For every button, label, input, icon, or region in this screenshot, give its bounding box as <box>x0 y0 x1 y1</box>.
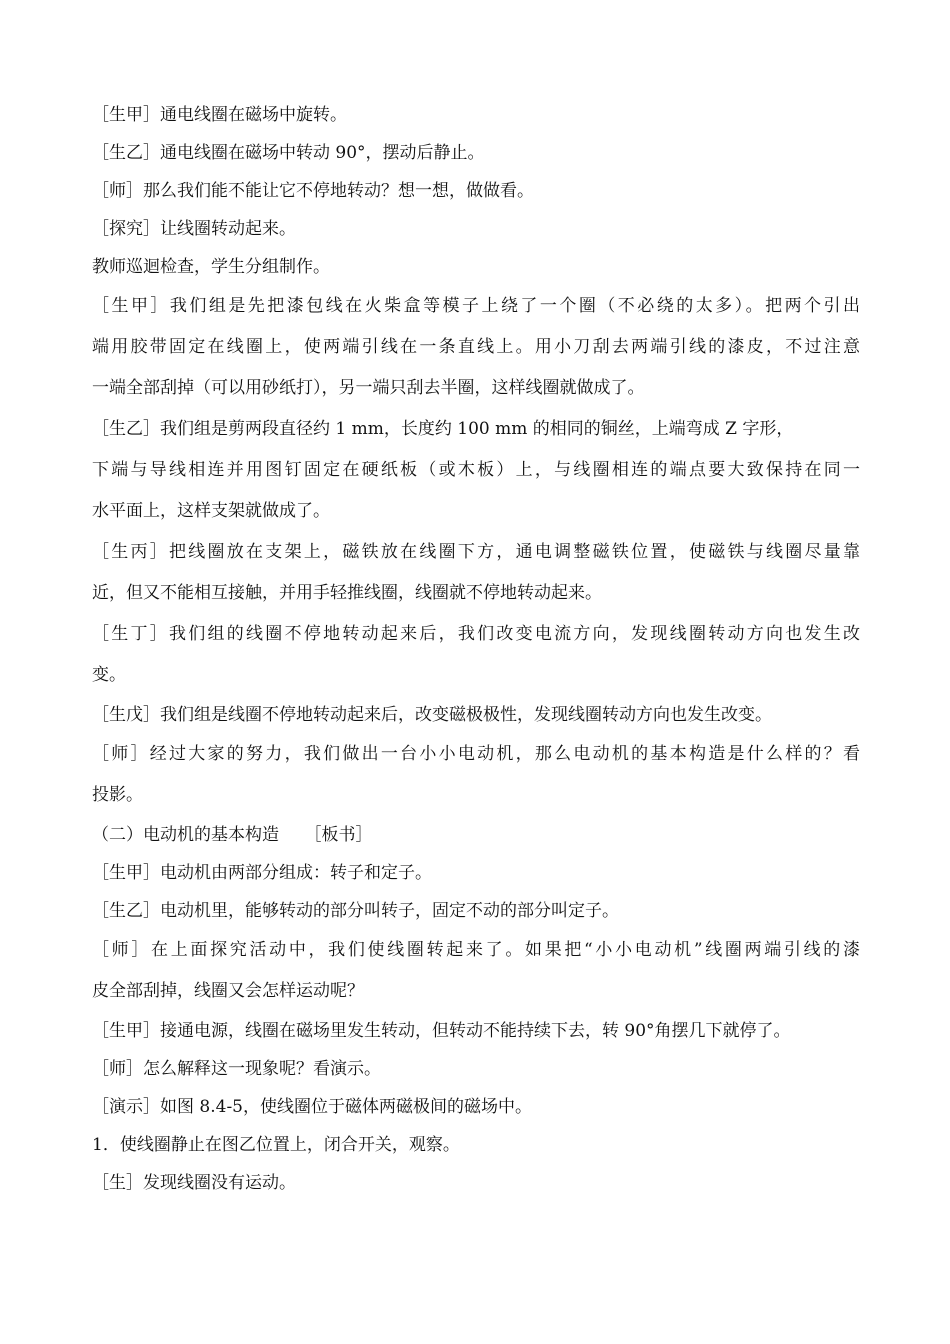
text-line: ［演示］如图 8.4-5，使线圈位于磁体两磁极间的磁场中。 <box>92 1097 532 1117</box>
paragraph <box>92 816 860 854</box>
paragraph <box>92 248 860 286</box>
paragraph <box>92 734 860 816</box>
text-line: ［生丙］把线圈放在支架上，磁铁放在线圈下方，通电调整磁铁位置，使磁铁与线圈尽量靠 <box>92 542 860 562</box>
text-line: ［生戊］我们组是线圈不停地转动起来后，改变磁极极性，发现线圈转动方向也发生改变。 <box>92 705 772 725</box>
text-line: ［探究］让线圈转动起来。 <box>92 219 296 239</box>
paragraph <box>92 1088 860 1126</box>
text-line: ［生乙］我们组是剪两段直径约 1 mm，长度约 100 mm 的相同的铜丝，上端弯成 Z 字形， <box>92 419 794 439</box>
text-line: 投影。 <box>92 785 143 805</box>
text-line: ［生甲］接通电源，线圈在磁场里发生转动，但转动不能持续下去，转 90°角摆几下就停了。 <box>92 1021 791 1041</box>
text-line: ［师］那么我们能不能让它不停地转动？想一想，做做看。 <box>92 181 534 201</box>
text-line: ［师］在上面探究活动中，我们使线圈转起来了。如果把“小小电动机”线圈两端引线的漆 <box>92 940 860 960</box>
text-line: 水平面上，这样支架就做成了。 <box>92 501 330 521</box>
text-line: ［生甲］电动机由两部分组成：转子和定子。 <box>92 863 432 883</box>
paragraph <box>92 854 860 892</box>
text-line: ［生］发现线圈没有运动。 <box>92 1173 296 1193</box>
text-line: 皮全部刮掉，线圈又会怎样运动呢？ <box>92 981 364 1001</box>
text-line: ［师］经过大家的努力，我们做出一台小小电动机，那么电动机的基本构造是什么样的？看 <box>92 744 860 764</box>
document-body <box>92 96 860 1202</box>
text-line: 端用胶带固定在线圈上，使两端引线在一条直线上。用小刀刮去两端引线的漆皮，不过注意 <box>92 337 860 357</box>
paragraph <box>92 532 860 614</box>
paragraph <box>92 930 860 1012</box>
paragraph <box>92 1050 860 1088</box>
paragraph <box>92 1164 860 1202</box>
paragraph <box>92 614 860 696</box>
text-line: ［生丁］我们组的线圈不停地转动起来后，我们改变电流方向，发现线圈转动方向也发生改 <box>92 624 860 644</box>
text-line: ［生甲］通电线圈在磁场中旋转。 <box>92 105 347 125</box>
text-line: 教师巡迴检查，学生分组制作。 <box>92 257 330 277</box>
paragraph <box>92 134 860 172</box>
paragraph <box>92 1012 860 1050</box>
paragraph <box>92 696 860 734</box>
text-line: 近，但又不能相互接触，并用手轻推线圈，线圈就不停地转动起来。 <box>92 583 602 603</box>
paragraph <box>92 286 860 409</box>
paragraph <box>92 409 860 532</box>
paragraph <box>92 210 860 248</box>
text-line: 下端与导线相连并用图钉固定在硬纸板（或木板）上，与线圈相连的端点要大致保持在同一 <box>92 460 860 480</box>
text-line: ［师］怎么解释这一现象呢？看演示。 <box>92 1059 381 1079</box>
text-line: ［生甲］我们组是先把漆包线在火柴盒等模子上绕了一个圈（不必绕的太多）。把两个引出 <box>92 296 860 316</box>
text-line: 一端全部刮掉（可以用砂纸打），另一端只刮去半圈，这样线圈就做成了。 <box>92 378 645 398</box>
text-line: ［生乙］通电线圈在磁场中转动 90°，摆动后静止。 <box>92 143 485 163</box>
text-line: ［生乙］电动机里，能够转动的部分叫转子，固定不动的部分叫定子。 <box>92 901 619 921</box>
paragraph <box>92 1126 860 1164</box>
text-line: （二）电动机的基本构造 ［板书］ <box>92 825 373 845</box>
paragraph <box>92 172 860 210</box>
text-line: 1．使线圈静止在图乙位置上，闭合开关，观察。 <box>92 1135 460 1155</box>
paragraph <box>92 892 860 930</box>
paragraph <box>92 96 860 134</box>
text-line: 变。 <box>92 665 126 685</box>
